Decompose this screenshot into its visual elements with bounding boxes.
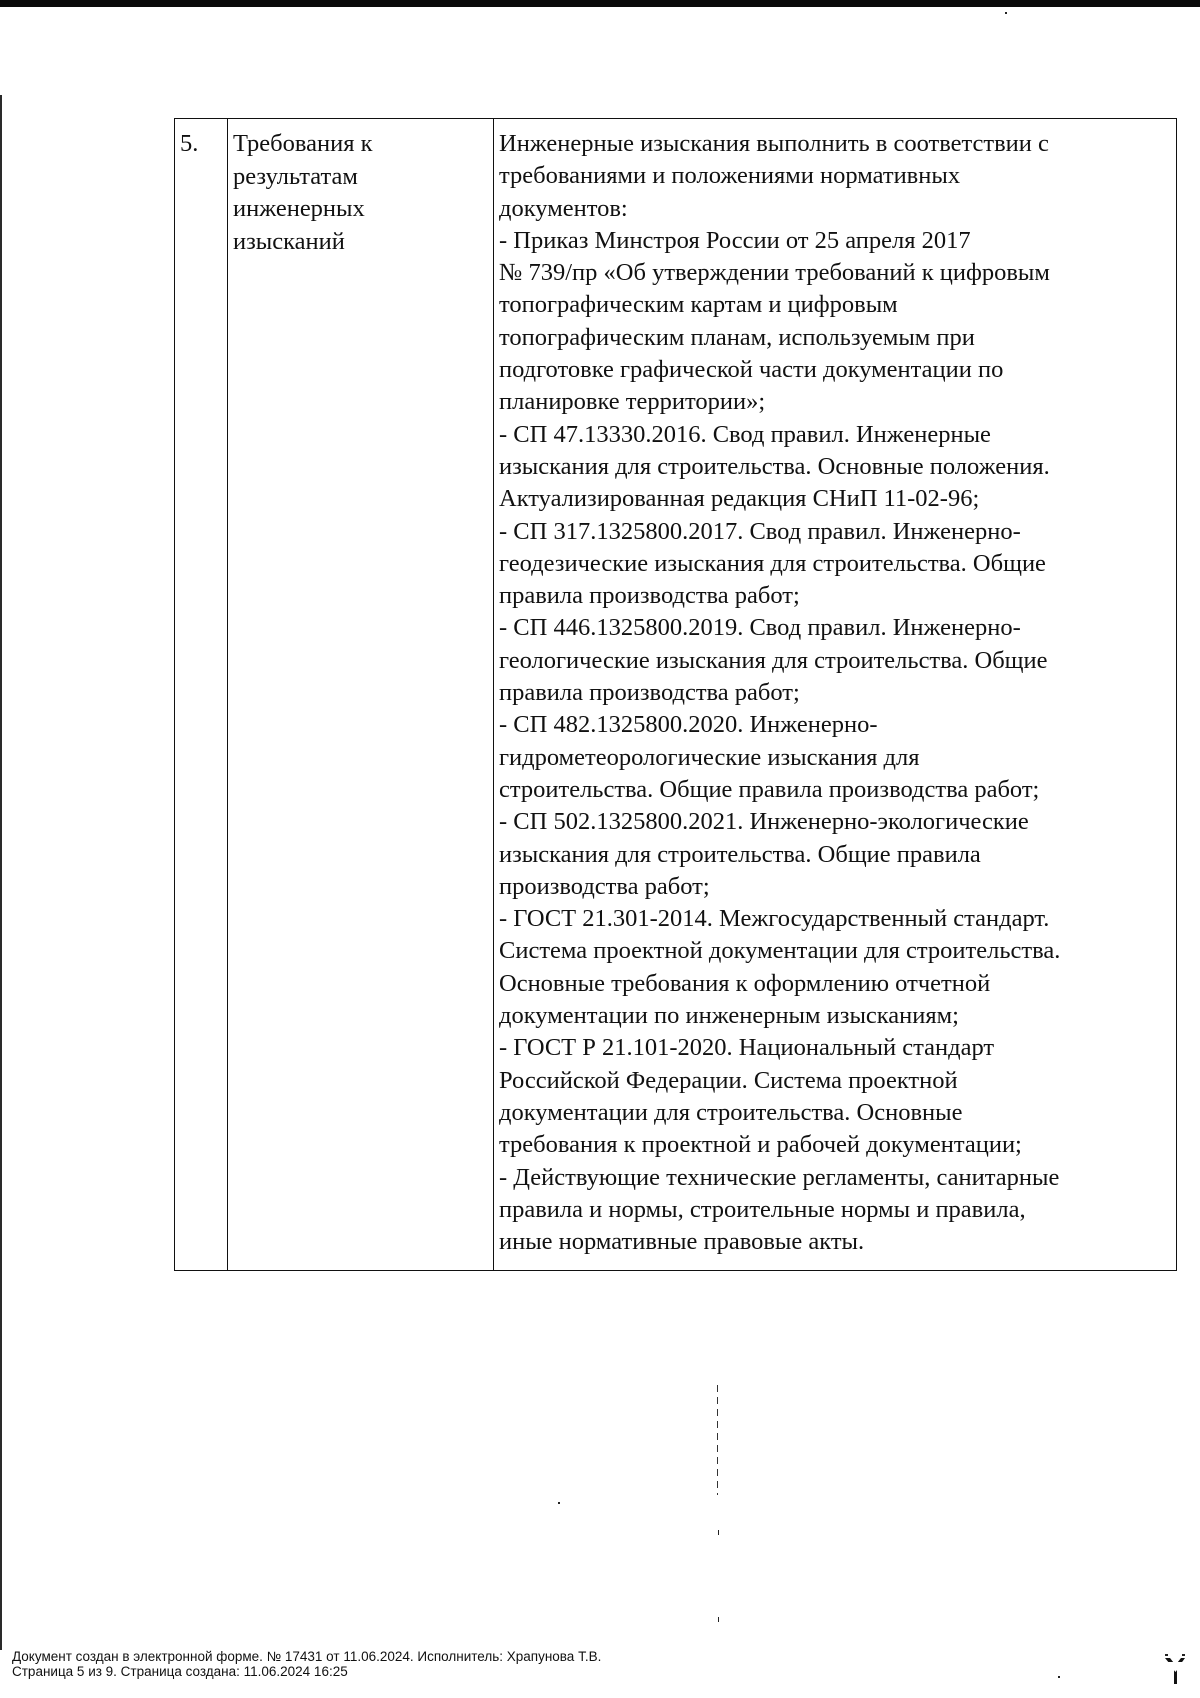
document-system-logo-icon (1163, 1652, 1187, 1686)
row-content (494, 119, 1177, 1271)
row-number: 5. (175, 119, 228, 1271)
footer-line-1: Документ создан в электронной форме. № 17431 от 11.06.2024. Исполнитель: Храпунова Т.В. (12, 1649, 602, 1664)
scan-fold-mark (717, 1385, 718, 1495)
content-line: - СП 317.1325800.2017. Свод правил. Инженерно- (499, 517, 1021, 545)
content-line: Российской Федерации. Система проектной (499, 1066, 958, 1094)
content-line: топографическим планам, используемым при (499, 323, 975, 351)
scan-speck (558, 1502, 560, 1504)
content-line: - ГОСТ Р 21.101-2020. Национальный стандарт (499, 1034, 995, 1062)
scan-top-border (0, 0, 1200, 7)
content-line: гидрометеорологические изыскания для (499, 743, 920, 771)
document-footer (12, 1649, 601, 1679)
content-line: - Действующие технические регламенты, санитарные (499, 1163, 1060, 1191)
content-line: планировке территории»; (499, 388, 766, 416)
content-line: - СП 502.1325800.2021. Инженерно-экологические (499, 808, 1029, 836)
content-line: документации по инженерным изысканиям; (499, 1002, 959, 1030)
content-line: Инженерные изыскания выполнить в соответствии с (499, 130, 1049, 157)
content-line: № 739/пр «Об утверждении требований к цифровым (499, 259, 1050, 287)
content-line: документов: (499, 194, 628, 222)
content-line: производства работ; (499, 872, 710, 900)
content-line: - СП 47.13330.2016. Свод правил. Инженерные (499, 420, 991, 448)
content-line: требованиями и положениями нормативных (499, 162, 961, 190)
content-line: документации для строительства. Основные (499, 1098, 963, 1126)
scan-speck (1005, 12, 1007, 14)
table-row (175, 119, 1177, 1271)
row-name (228, 119, 494, 1271)
content-line: подготовке графической части документации по (499, 356, 1004, 384)
scan-speck (1058, 1676, 1060, 1678)
footer-line-2: Страница 5 из 9. Страница создана: 11.06.2024 16:25 (12, 1664, 348, 1679)
row-name-line: Требования к (233, 130, 373, 157)
content-line: правила производства работ; (499, 679, 800, 707)
content-line: геодезические изыскания для строительства. Общие (499, 549, 1046, 577)
content-line: правила и нормы, строительные нормы и правила, (499, 1195, 1026, 1223)
content-line: - СП 446.1325800.2019. Свод правил. Инженерно- (499, 614, 1021, 642)
content-line: правила производства работ; (499, 582, 800, 610)
content-line: Основные требования к оформлению отчетной (499, 969, 991, 997)
row-name-line: результатам (233, 162, 358, 190)
scan-speck (718, 1530, 719, 1535)
content-line: Актуализированная редакция СНиП 11-02-96; (499, 485, 980, 513)
content-line: строительства. Общие правила производства работ; (499, 775, 1040, 803)
row-name-line: инженерных (233, 195, 365, 222)
content-line: Система проектной документации для строительства. (499, 937, 1061, 965)
requirements-table (174, 118, 1177, 1271)
scan-left-edge (0, 95, 2, 1650)
content-line: - ГОСТ 21.301-2014. Межгосударственный стандарт. (499, 905, 1050, 933)
content-line: топографическим картам и цифровым (499, 291, 898, 319)
row-name-line: изысканий (233, 227, 345, 255)
content-line: изыскания для строительства. Общие правила (499, 840, 981, 868)
content-line: изыскания для строительства. Основные положения. (499, 452, 1050, 480)
scan-speck (718, 1617, 719, 1622)
content-line: - СП 482.1325800.2020. Инженерно- (499, 711, 878, 739)
content-line: иные нормативные правовые акты. (499, 1228, 865, 1256)
content-line: геологические изыскания для строительства. Общие (499, 646, 1048, 674)
content-line: требования к проектной и рабочей документации; (499, 1131, 1022, 1159)
content-line: - Приказ Минстроя России от 25 апреля 2017 (499, 226, 971, 254)
